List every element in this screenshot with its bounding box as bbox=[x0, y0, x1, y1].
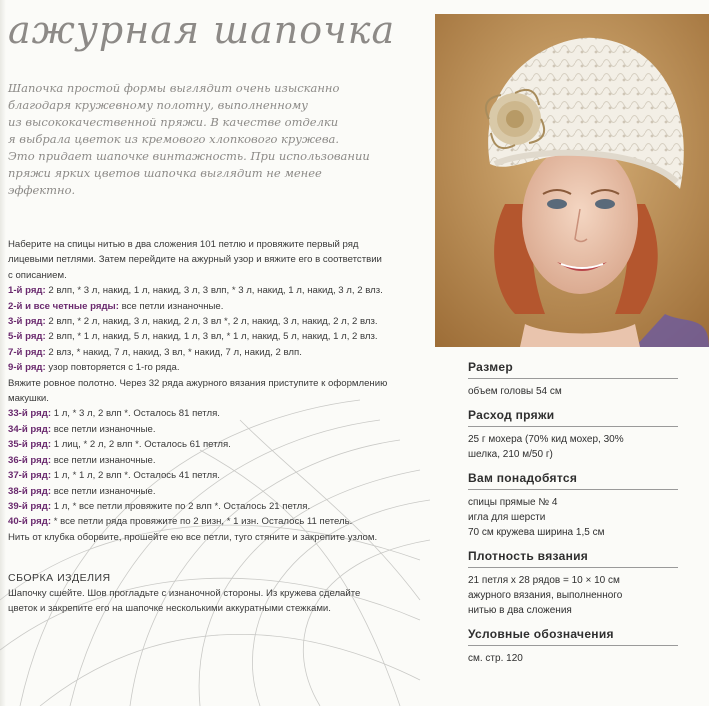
spec-heading: Размер bbox=[468, 360, 514, 374]
spec-heading: Плотность вязания bbox=[468, 549, 589, 563]
spec-line: игла для шерсти bbox=[468, 512, 546, 523]
spec-line: шелка, 210 м/50 г) bbox=[468, 449, 553, 460]
spec-line: 25 г мохера (70% кид мохер, 30% bbox=[468, 434, 624, 445]
row-text: 2 влп, * 1 л, накид, 5 л, накид, 1 л, 3 вл, * 1 л, накид, 5 л, накид, 1 л, 2 влз. bbox=[45, 331, 378, 343]
assembly-heading: СБОРКА ИЗДЕЛИЯ bbox=[8, 572, 111, 584]
middle-line: макушки. bbox=[8, 393, 49, 405]
pattern-instructions bbox=[8, 237, 420, 545]
row-text: 2 влп, * 2 л, накид, 3 л, накид, 2 л, 3 вл *, 2 л, накид, 3 л, накид, 2 л, 2 влз. bbox=[45, 316, 378, 328]
spec-line: ажурного вязания, выполненного bbox=[468, 590, 623, 601]
intro-line: Шапочка простой формы выглядит очень изысканно bbox=[8, 81, 340, 95]
photo-illustration bbox=[435, 14, 709, 347]
row-text: 1 л, * 1 л, 2 влп *. Осталось 41 петля. bbox=[51, 470, 220, 482]
crown-row bbox=[8, 422, 420, 437]
row-text: * все петли ряда провяжите по 2 визн, * 1 изн. Осталось 11 петель. bbox=[51, 516, 353, 528]
pattern-row bbox=[8, 283, 420, 298]
row-label: 3-й ряд: bbox=[8, 316, 46, 328]
row-text: все петли изнаночные. bbox=[118, 300, 224, 312]
crown-row bbox=[8, 406, 420, 421]
pattern-row bbox=[8, 299, 420, 314]
spec-yarn bbox=[468, 408, 708, 462]
crown-row bbox=[8, 514, 420, 529]
spec-line: объем головы 54 см bbox=[468, 386, 562, 397]
assembly-section bbox=[8, 572, 420, 616]
spec-divider bbox=[468, 645, 678, 646]
specs-sidebar bbox=[468, 360, 708, 675]
spec-heading: Расход пряжи bbox=[468, 408, 555, 422]
spec-line: 21 петля х 28 рядов = 10 × 10 см bbox=[468, 575, 620, 586]
intro-line: Это придает шапочке винтажность. При использовании bbox=[8, 149, 370, 163]
middle-line: Вяжите ровное полотно. Через 32 ряда ажурного вязания приступите к оформлению bbox=[8, 377, 388, 389]
pattern-row bbox=[8, 314, 420, 329]
row-label: 36-й ряд: bbox=[8, 454, 52, 466]
spec-line: 70 см кружева ширина 1,5 см bbox=[468, 527, 605, 538]
intro-text bbox=[8, 80, 418, 199]
row-text: 1 л, * 3 л, 2 влп *. Осталось 81 петля. bbox=[51, 408, 220, 420]
crown-row bbox=[8, 499, 420, 514]
intro-line: благодаря кружевному полотну, выполненному bbox=[8, 98, 308, 112]
intro-line: эффектно. bbox=[8, 183, 76, 197]
row-text: все петли изнаночные. bbox=[51, 454, 156, 466]
row-label: 2-й и все четные ряды: bbox=[8, 300, 119, 312]
crown-row bbox=[8, 437, 420, 452]
spec-divider bbox=[468, 378, 678, 379]
spec-gauge bbox=[468, 549, 708, 618]
row-text: все петли изнаночные. bbox=[51, 423, 156, 435]
crown-row bbox=[8, 453, 420, 468]
row-text: 1 лиц, * 2 л, 2 влп *. Осталось 61 петля. bbox=[51, 439, 231, 451]
model-photo bbox=[435, 14, 709, 347]
row-label: 7-й ряд: bbox=[8, 346, 46, 358]
spec-divider bbox=[468, 426, 678, 427]
assembly-line: цветок и закрепите его на шапочке несколькими аккуратными стежками. bbox=[8, 603, 331, 614]
lead-line: лицевыми петлями. Затем перейдите на ажурный узор и вяжите его в соответствии bbox=[8, 254, 382, 266]
row-text: все петли изнаночные. bbox=[51, 485, 156, 497]
row-label: 34-й ряд: bbox=[8, 423, 52, 435]
intro-line: я выбрала цветок из кремового хлопкового кружева. bbox=[8, 132, 340, 146]
intro-line: пряжи ярких цветов шапочка выглядит не менее bbox=[8, 166, 322, 180]
pattern-row bbox=[8, 329, 420, 344]
spec-divider bbox=[468, 489, 678, 490]
spec-line: см. стр. 120 bbox=[468, 653, 523, 664]
spec-line: нитью в два сложения bbox=[468, 605, 572, 616]
row-label: 37-й ряд: bbox=[8, 470, 52, 482]
row-label: 35-й ряд: bbox=[8, 439, 52, 451]
row-label: 39-й ряд: bbox=[8, 500, 52, 512]
spec-heading: Вам понадобятся bbox=[468, 471, 578, 485]
page-title: ажурная шапочка bbox=[8, 8, 396, 52]
spec-tools bbox=[468, 471, 708, 540]
page-spine bbox=[0, 0, 6, 706]
pattern-row bbox=[8, 345, 420, 360]
row-text: узор повторяется с 1-го ряда. bbox=[45, 362, 180, 374]
spec-legend bbox=[468, 627, 708, 666]
crown-row bbox=[8, 484, 420, 499]
row-label: 33-й ряд: bbox=[8, 408, 52, 420]
assembly-line: Шапочку сшейте. Шов прогладьте с изнаночной стороны. Из кружева сделайте bbox=[8, 588, 361, 599]
row-label: 38-й ряд: bbox=[8, 485, 52, 497]
row-label: 5-й ряд: bbox=[8, 331, 46, 343]
intro-line: из высококачественной пряжи. В качестве отделки bbox=[8, 115, 339, 129]
row-text: 1 л, * все петли провяжите по 2 влп *. Осталось 21 петля. bbox=[51, 500, 311, 512]
spec-divider bbox=[468, 567, 678, 568]
spec-line: спицы прямые № 4 bbox=[468, 497, 558, 508]
lead-line: с описанием. bbox=[8, 269, 67, 281]
spec-heading: Условные обозначения bbox=[468, 627, 614, 641]
row-label: 1-й ряд: bbox=[8, 285, 46, 297]
row-text: 2 влз, * накид, 7 л, накид, 3 вл, * накид, 7 л, накид, 2 влп. bbox=[45, 346, 302, 358]
row-label: 9-й ряд: bbox=[8, 362, 46, 374]
pattern-row bbox=[8, 360, 420, 375]
crown-row bbox=[8, 468, 420, 483]
lead-line: Наберите на спицы нитью в два сложения 101 петлю и провяжите первый ряд bbox=[8, 239, 359, 250]
spec-size bbox=[468, 360, 708, 399]
row-label: 40-й ряд: bbox=[8, 516, 52, 528]
end-line: Нить от клубка оборвите, прошейте ею все петли, туго стяните и закрепите узлом. bbox=[8, 531, 378, 543]
row-text: 2 влп, * 3 л, накид, 1 л, накид, 3 л, 3 влп, * 3 л, накид, 1 л, накид, 3 л, 2 влз. bbox=[45, 285, 383, 297]
